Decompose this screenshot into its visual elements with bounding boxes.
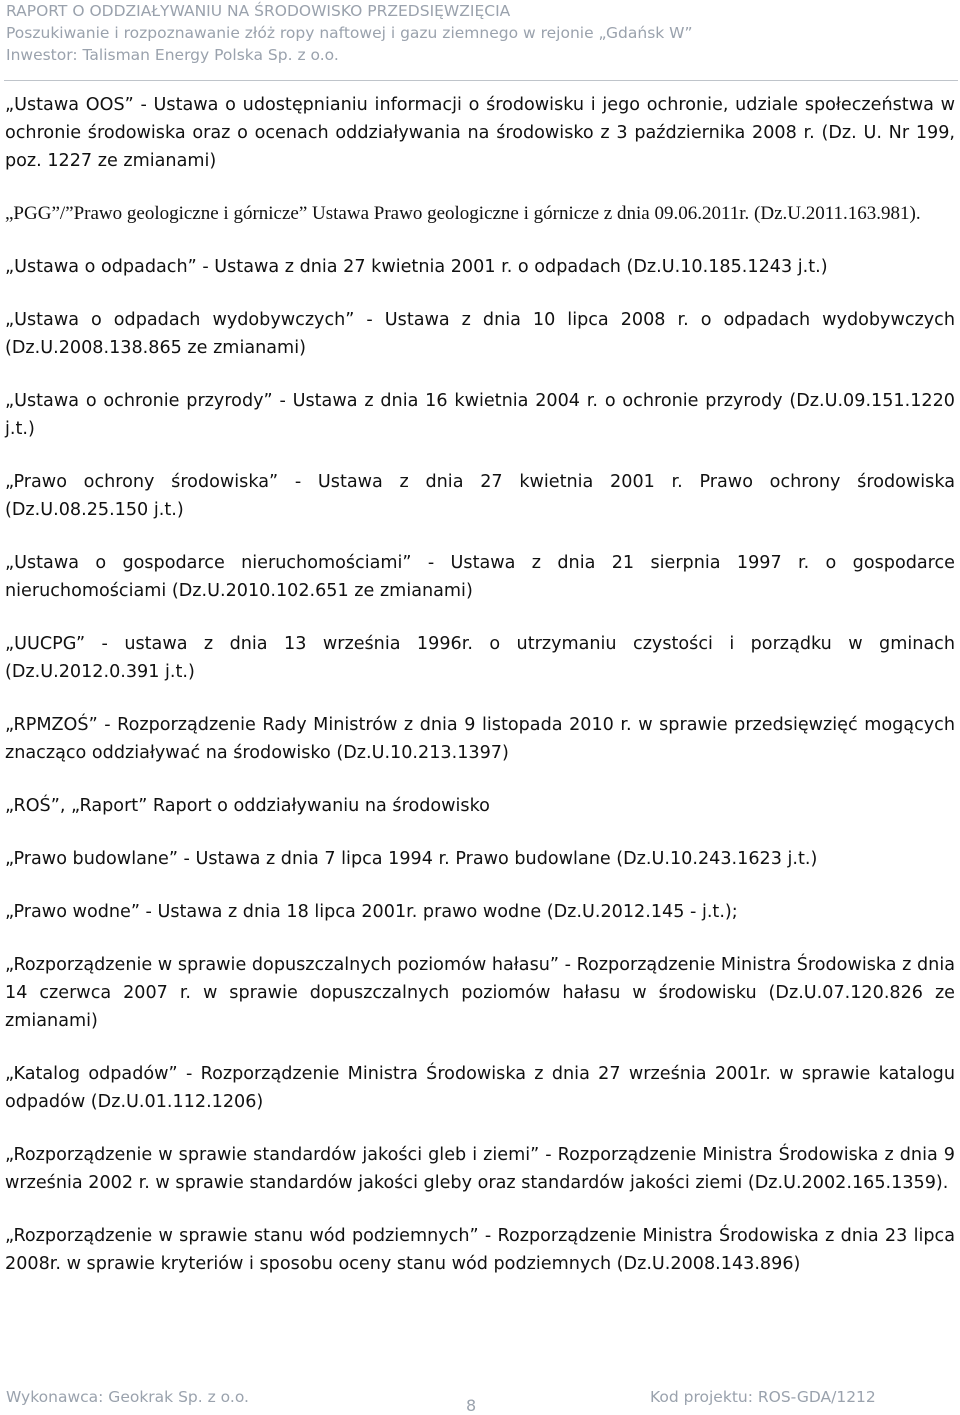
project-code: Kod projektu: ROS-GDA/1212 bbox=[650, 1388, 876, 1406]
abbreviation-entry-wody-podziemne: „Rozporządzenie w sprawie stanu wód podziemnych” - Rozporządzenie Ministra Środowiska z dnia 23 lipca 2008r. w sprawie kryteriów i sposobu oceny stanu wód podziemnych (Dz.U.2008.143.896) bbox=[5, 1226, 955, 1274]
abbreviation-entry-katalog-odpadow: „Katalog odpadów” - Rozporządzenie Ministra Środowiska z dnia 27 września 2001r. w sprawie katalogu odpadów (Dz.U.01.112.1206) bbox=[5, 1064, 955, 1112]
abbreviation-entry-prawo-budowlane: „Prawo budowlane” - Ustawa z dnia 7 lipca 1994 r. Prawo budowlane (Dz.U.10.243.1623 j.t.) bbox=[5, 849, 818, 869]
abbreviation-entry-pgg: „PGG”/”Prawo geologiczne i górnicze” Ustawa Prawo geologiczne i górnicze z dnia 09.06.2011r. (Dz.U.2011.163.981). bbox=[5, 203, 921, 224]
report-title: RAPORT O ODDZIAŁYWANIU NA ŚRODOWISKO PRZEDSIĘWZIĘCIA bbox=[6, 2, 511, 20]
abbreviation-entry-ochrona-przyrody: „Ustawa o ochronie przyrody” - Ustawa z dnia 16 kwietnia 2004 r. o ochronie przyrody (Dz.U.09.151.1220 j.t.) bbox=[5, 391, 955, 439]
abbreviation-entry-rpmzos: „RPMZOŚ” - Rozporządzenie Rady Ministrów z dnia 9 listopada 2010 r. w sprawie przedsięwzięć mogących znacząco oddziaływać na środowisko (Dz.U.10.213.1397) bbox=[5, 715, 955, 763]
header-divider bbox=[4, 80, 958, 81]
contractor-label: Wykonawca: Geokrak Sp. z o.o. bbox=[6, 1388, 249, 1406]
abbreviation-entry-prawo-ochrony-srodowiska: „Prawo ochrony środowiska” - Ustawa z dnia 27 kwietnia 2001 r. Prawo ochrony środowiska (Dz.U.08.25.150 j.t.) bbox=[5, 472, 955, 520]
page-number: 8 bbox=[466, 1396, 477, 1415]
abbreviation-entry-ros: „ROŚ”, „Raport” Raport o oddziaływaniu na środowisko bbox=[5, 796, 490, 816]
abbreviation-entry-ustawa-oos: „Ustawa OOS” - Ustawa o udostępnianiu informacji o środowisku i jego ochronie, udziale społeczeństwa w ochronie środowiska oraz o ocenach oddziaływania na środowisko z 3 października 2008 r. (Dz. U. Nr 199, poz. 1227 ze zmianami) bbox=[5, 95, 955, 171]
abbreviation-entry-odpady-wydobywcze: „Ustawa o odpadach wydobywczych” - Ustawa z dnia 10 lipca 2008 r. o odpadach wydobywczych (Dz.U.2008.138.865 ze zmianami) bbox=[5, 310, 955, 358]
abbreviation-entry-ustawa-o-odpadach: „Ustawa o odpadach” - Ustawa z dnia 27 kwietnia 2001 r. o odpadach (Dz.U.10.185.1243 j.t.) bbox=[5, 257, 828, 277]
project-name: Poszukiwanie i rozpoznawanie złóż ropy naftowej i gazu ziemnego w rejonie „Gdańsk W” bbox=[6, 24, 693, 42]
abbreviation-entry-halas: „Rozporządzenie w sprawie dopuszczalnych poziomów hałasu” - Rozporządzenie Ministra Środowiska z dnia 14 czerwca 2007 r. w sprawie dopuszczalnych poziomów hałasu w środowisku (Dz.U.07.120.826 ze zmianami) bbox=[5, 955, 955, 1031]
abbreviation-entry-prawo-wodne: „Prawo wodne” - Ustawa z dnia 18 lipca 2001r. prawo wodne (Dz.U.2012.145 - j.t.); bbox=[5, 902, 738, 922]
page-header bbox=[6, 0, 956, 66]
abbreviation-entry-standardy-gleb: „Rozporządzenie w sprawie standardów jakości gleb i ziemi” - Rozporządzenie Ministra Środowiska z dnia 9 września 2002 r. w sprawie standardów jakości gleby oraz standardów jakości ziemi (Dz.U.2002.165.1359). bbox=[5, 1145, 955, 1193]
abbreviations-list bbox=[5, 91, 955, 1303]
abbreviation-entry-uucpg: „UUCPG” - ustawa z dnia 13 września 1996r. o utrzymaniu czystości i porządku w gminach (Dz.U.2012.0.391 j.t.) bbox=[5, 634, 955, 682]
investor-line: Inwestor: Talisman Energy Polska Sp. z o.o. bbox=[6, 46, 339, 64]
abbreviation-entry-gospodarka-nieruchomosciami: „Ustawa o gospodarce nieruchomościami” - Ustawa z dnia 21 sierpnia 1997 r. o gospodarce nieruchomościami (Dz.U.2010.102.651 ze zmianami) bbox=[5, 553, 955, 601]
page-footer bbox=[0, 1380, 960, 1415]
